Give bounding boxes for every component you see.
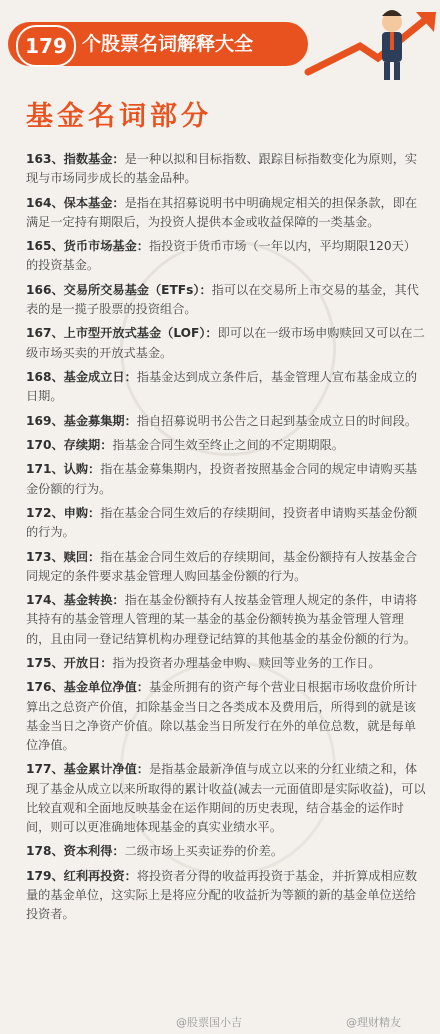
glossary-entry <box>26 194 426 232</box>
entry-number: 168、 <box>26 369 64 384</box>
entry-number: 174、 <box>26 593 64 608</box>
entry-definition: 二级市场上买卖证券的价差。 <box>124 844 284 859</box>
entry-separator: ： <box>112 195 125 210</box>
glossary-entry <box>26 842 426 861</box>
glossary-list <box>26 150 426 930</box>
entry-definition: 是一种以拟和目标指数、跟踪目标指数变化为原则，实现与市场同步成长的基金品种。 <box>26 152 418 186</box>
entry-definition: 指为投资者办理基金申购、赎回等业务的工作日。 <box>112 655 381 670</box>
entry-definition: 指在基金募集期内，投资者按照基金合同的规定申请购买基金份额的行为。 <box>26 462 418 496</box>
entry-number: 169、 <box>26 413 64 428</box>
entry-term: 认购 <box>63 462 89 477</box>
glossary-entry <box>26 678 426 755</box>
glossary-entry <box>26 548 426 586</box>
entry-number: 176、 <box>26 680 64 695</box>
entry-definition: 指在基金合同生效后的存续期间，投资者申请购买基金份额的行为。 <box>26 505 418 540</box>
credit-left: @股票国小吉 <box>176 1016 242 1029</box>
glossary-entry <box>26 150 426 188</box>
glossary-entry <box>26 654 426 673</box>
entry-separator: ： <box>112 152 125 166</box>
glossary-entry <box>26 436 426 455</box>
glossary-entry <box>26 867 426 925</box>
credit-right: @理财精友 <box>346 1016 401 1029</box>
entry-term: 申购 <box>63 505 89 520</box>
entry-term: 资本利得 <box>63 844 113 859</box>
entry-number: 165、 <box>26 239 64 254</box>
entry-term: 指数基金 <box>63 152 113 166</box>
entry-definition: 指在基金合同生效后的存续期间，基金份额持有人按基金合同规定的条件要求基金管理人购回基金份额的行为。 <box>26 549 418 583</box>
glossary-entry <box>26 760 426 837</box>
glossary-entry <box>26 460 426 498</box>
entry-definition: 即可以在一级市场申购赎回又可以在二级市场买卖的开放式基金。 <box>26 326 425 360</box>
entry-term: 上市型开放式基金 <box>63 326 162 341</box>
entry-separator: ： <box>88 462 101 477</box>
glossary-entry <box>26 237 426 275</box>
entry-definition: 指基金合同生效至终止之间的不定期期限。 <box>112 437 344 452</box>
entry-number: 171、 <box>26 462 64 477</box>
entry-definition: 指自招募说明书公告之日起到基金成立日的时间段。 <box>136 413 418 428</box>
entry-term: 红利再投资 <box>63 868 125 883</box>
entry-number: 177、 <box>26 762 64 777</box>
glossary-entry <box>26 504 426 542</box>
entry-definition: 指投资于货币市场（一年以内，平均期限120天）的投资基金。 <box>26 239 416 273</box>
entry-number: 175、 <box>26 655 64 670</box>
header-banner <box>0 0 440 86</box>
entry-term: 货币市场基金 <box>63 239 137 254</box>
entry-term: 赎回 <box>63 549 89 564</box>
entry-separator: ： <box>136 239 149 254</box>
footer-credits <box>0 1012 440 1032</box>
entry-number: 163、 <box>26 152 64 166</box>
entry-separator: ： <box>100 437 113 452</box>
entry-definition: 指基金达到成立条件后，基金管理人宣布基金成立的日期。 <box>26 369 418 404</box>
glossary-entry <box>26 281 426 319</box>
entry-separator: （ETFs）： <box>148 282 212 297</box>
entry-term: 基金单位净值 <box>63 680 137 695</box>
entry-separator: ： <box>112 844 125 859</box>
entry-number: 167、 <box>26 326 64 341</box>
entry-number: 179、 <box>26 868 64 883</box>
entry-separator: ： <box>100 655 113 670</box>
entry-definition: 指在基金份额持有人按基金管理人规定的条件，申请将其持有的基金管理人管理的某一基金的基金份额转换为基金管理人管理的，且由同一登记结算机构办理登记结算的其他基金的基金份额的行为。 <box>26 593 418 646</box>
entry-separator: ： <box>136 680 149 695</box>
entry-term: 存续期 <box>63 437 101 452</box>
entry-separator: ： <box>112 593 125 608</box>
entry-separator: ： <box>136 762 149 777</box>
entry-separator: ： <box>124 413 137 428</box>
entry-definition: 指可以在交易所上市交易的基金，其代表的是一揽子股票的投资组合。 <box>26 282 419 316</box>
entry-term: 基金累计净值 <box>63 762 137 777</box>
entry-term: 基金转换 <box>63 593 113 608</box>
entry-separator: ： <box>88 549 101 564</box>
count-badge: 179 <box>16 25 76 67</box>
entry-definition: 基金所拥有的资产每个营业日根据市场收盘价所计算出之总资产价值，扣除基金当日之各类成本及费用后，所得到的就是该基金当日之净资产价值。除以基金当日所发行在外的单位总数，就是每单位净值。 <box>26 680 418 752</box>
entry-number: 170、 <box>26 437 64 452</box>
entry-term: 保本基金 <box>63 195 113 210</box>
entry-term: 基金成立日 <box>63 369 125 384</box>
entry-number: 166、 <box>26 282 64 297</box>
glossary-entry <box>26 412 426 431</box>
entry-definition: 是指基金最新净值与成立以来的分红业绩之和，体现了基金从成立以来所取得的累计收益(减去一元面值即是实际收益)，可以比较直观和全面地反映基金在运作期间的历史表现，结合基金的运作时间，则可以更准确地体现基金的真实业绩水平。 <box>26 762 426 834</box>
entry-separator: ： <box>124 369 137 384</box>
entry-separator: （LOF）： <box>161 326 218 341</box>
entry-number: 173、 <box>26 549 64 564</box>
entry-term: 交易所交易基金 <box>63 282 149 297</box>
entry-number: 178、 <box>26 844 64 859</box>
entry-separator: ： <box>124 868 137 883</box>
entry-definition: 是指在其招募说明书中明确规定相关的担保条款，即在满足一定持有期限后，为投资人提供本金或收益保障的一类基金。 <box>26 195 418 229</box>
entry-number: 172、 <box>26 505 64 520</box>
section-title: 基金名词部分 <box>26 101 212 132</box>
entry-definition: 将投资者分得的收益再投资于基金，并折算成相应数量的基金单位，这实际上是将应分配的收益折为等额的新的基金单位送给投资者。 <box>26 868 418 922</box>
glossary-entry <box>26 591 426 649</box>
entry-term: 开放日 <box>63 655 101 670</box>
banner-title: 个股票名词解释大全 <box>82 33 254 55</box>
entry-separator: ： <box>88 505 101 520</box>
entry-number: 164、 <box>26 195 64 210</box>
entry-term: 基金募集期 <box>63 413 125 428</box>
businessman-arrow-icon <box>300 2 440 86</box>
glossary-entry <box>26 368 426 406</box>
glossary-entry <box>26 324 426 362</box>
